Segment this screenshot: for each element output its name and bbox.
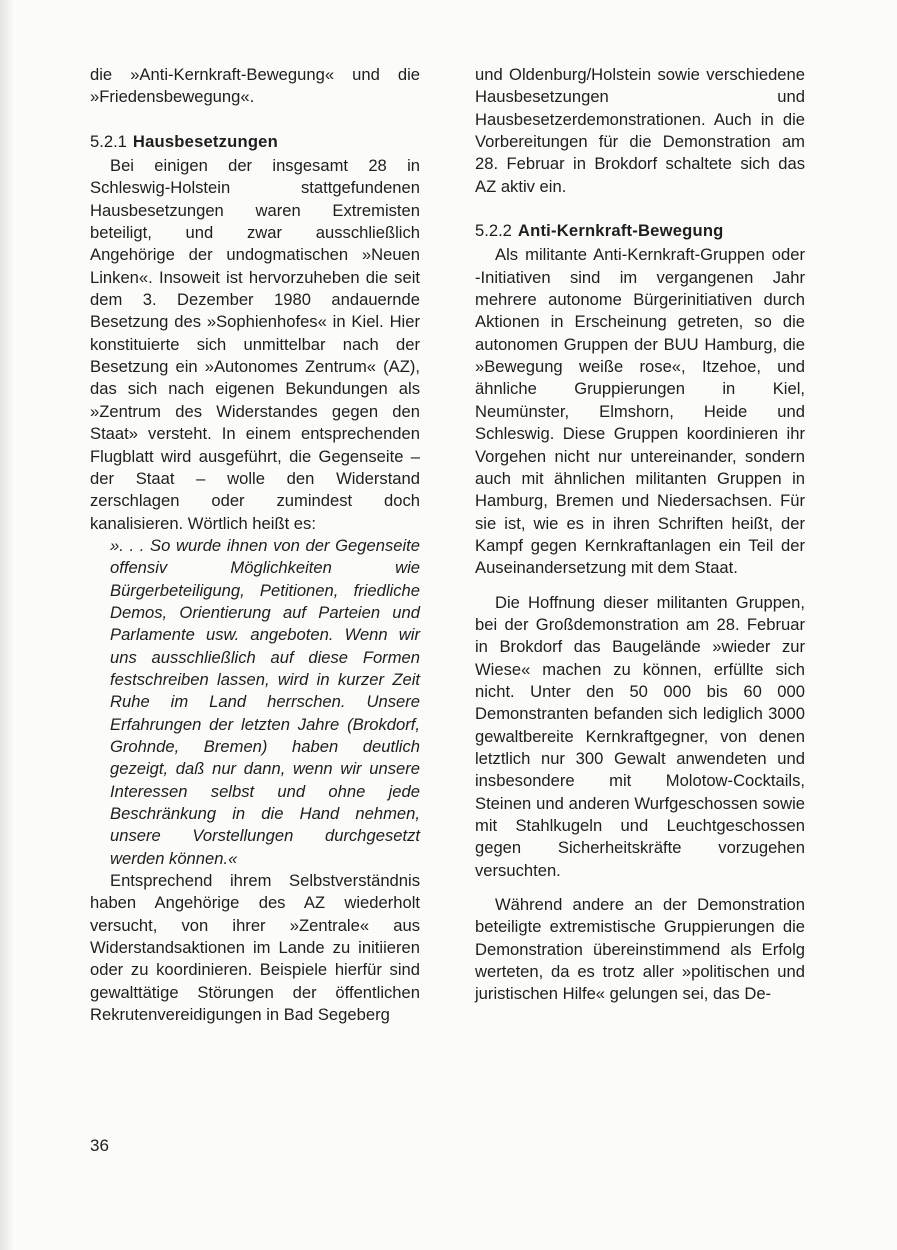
section-number: 5.2.1 [90,131,127,151]
block-quote: ». . . So wurde ihnen von der Gegenseite offensiv Möglichkeiten wie Bürgerbeteiligung, Petitionen, friedliche Demos, Orientierung auf Parteien und Parlamente usw. angeboten. Wenn wir uns ausschließlich auf diese Formen festschreiben lassen, wird in kurzer Zeit Ruhe im Land herrschen. Unsere Erfahrungen der letzten Jahre (Brokdorf, Grohnde, Bremen) haben deutlich gezeigt, daß nur dann, wenn wir unsere Interessen selbst und ohne jede Beschränkung in die Hand nehmen, unsere Vorstellungen durchgesetzt werden können.« [110,535,420,868]
paragraph: und Oldenburg/Holstein sowie verschiedene Hausbesetzungen und Hausbesetzerdemonstrationen. Auch in die Vorbereitungen für die Demonstration am 28. Februar in Brokdorf schaltete sich das AZ aktiv ein. [475,65,805,196]
section-heading-anti-kernkraft [475,220,805,242]
paragraph: Als militante Anti-Kernkraft-Gruppen oder -Initiativen sind im vergangenen Jahr mehrere autonome Bürgerinitiativen durch Aktionen in Erscheinung getreten, so die autonomen Gruppen der BUU Hamburg, die »Bewegung weiße rose«, Itzehoe, und ähnliche Gruppierungen in Kiel, Neumünster, Elmshorn, Heide und Schleswig. Diese Gruppen koordinieren ihr Vorgehen nicht nur untereinander, sondern auch mit ähnlichen militanten Gruppen in Hamburg, Bremen und Niedersachsen. Für sie ist, wie es in ihren Schriften heißt, der Kampf gegen Kernkraftanlagen ein Teil der Auseinandersetzung mit dem Staat. [475,245,805,578]
section-heading-hausbesetzungen [90,131,420,153]
page-edge-shadow [0,0,14,1250]
intro-text: die »Anti-Kernkraft-Bewegung« und die »Friedensbewegung«. [90,65,420,107]
paragraph: Während andere an der Demonstration beteiligte extremistische Gruppierungen die Demonstration übereinstimmend als Erfolg werteten, da es trotz aller »politischen und juristischen Hilfe« gelungen sei, das De- [475,895,805,1004]
section-number: 5.2.2 [475,221,512,241]
paragraph: Entsprechend ihrem Selbstverständnis haben Angehörige des AZ wiederholt versucht, von ihrer »Zentrale« aus Widerstandsaktionen im Lande zu initiieren oder zu koordinieren. Beispiele hierfür sind gewalttätige Störungen der öffentlichen Rekrutenvereidigungen in Bad Segeberg [90,871,420,1025]
section-title: Anti-Kernkraft-Bewegung [517,221,724,241]
right-column [475,64,805,1006]
left-column [90,64,420,1026]
page-number: 36 [90,1136,109,1155]
paragraph: Bei einigen der insgesamt 28 in Schleswig-Holstein stattgefundenen Hausbesetzungen waren Extremisten beteiligt, und zwar ausschließlich Angehörige der undogmatischen »Neuen Linken«. Insoweit ist hervorzuheben die seit dem 3. Dezember 1980 andauernde Besetzung des »Sophienhofes« in Kiel. Hier konstituierte sich unmittelbar nach der Besetzung ein »Autonomes Zentrum« (AZ), das sich nach eigenen Bekundungen als »Zentrum des Widerstandes gegen den Staat» versteht. In einem entsprechenden Flugblatt wird ausgeführt, die Gegenseite – der Staat – wolle den Widerstand zerschlagen oder zumindest doch kanalisieren. Wörtlich heißt es: [90,156,420,533]
paragraph: Die Hoffnung dieser militanten Gruppen, bei der Großdemonstration am 28. Februar in Brokdorf das Baugelände »wieder zur Wiese« machen zu können, erfüllte sich nicht. Unter den 50 000 bis 60 000 Demonstranten befanden sich lediglich 3000 gewaltbereite Kernkraftgegner, von denen letztlich nur 300 Gewalt anwendeten und insbesondere mit Molotow-Cocktails, Steinen und anderen Wurfgeschossen sowie mit Stahlkugeln und Leuchtgeschossen gegen Sicherheitskräfte vorzugehen versuchten. [475,592,805,880]
section-title: Hausbesetzungen [132,131,278,151]
